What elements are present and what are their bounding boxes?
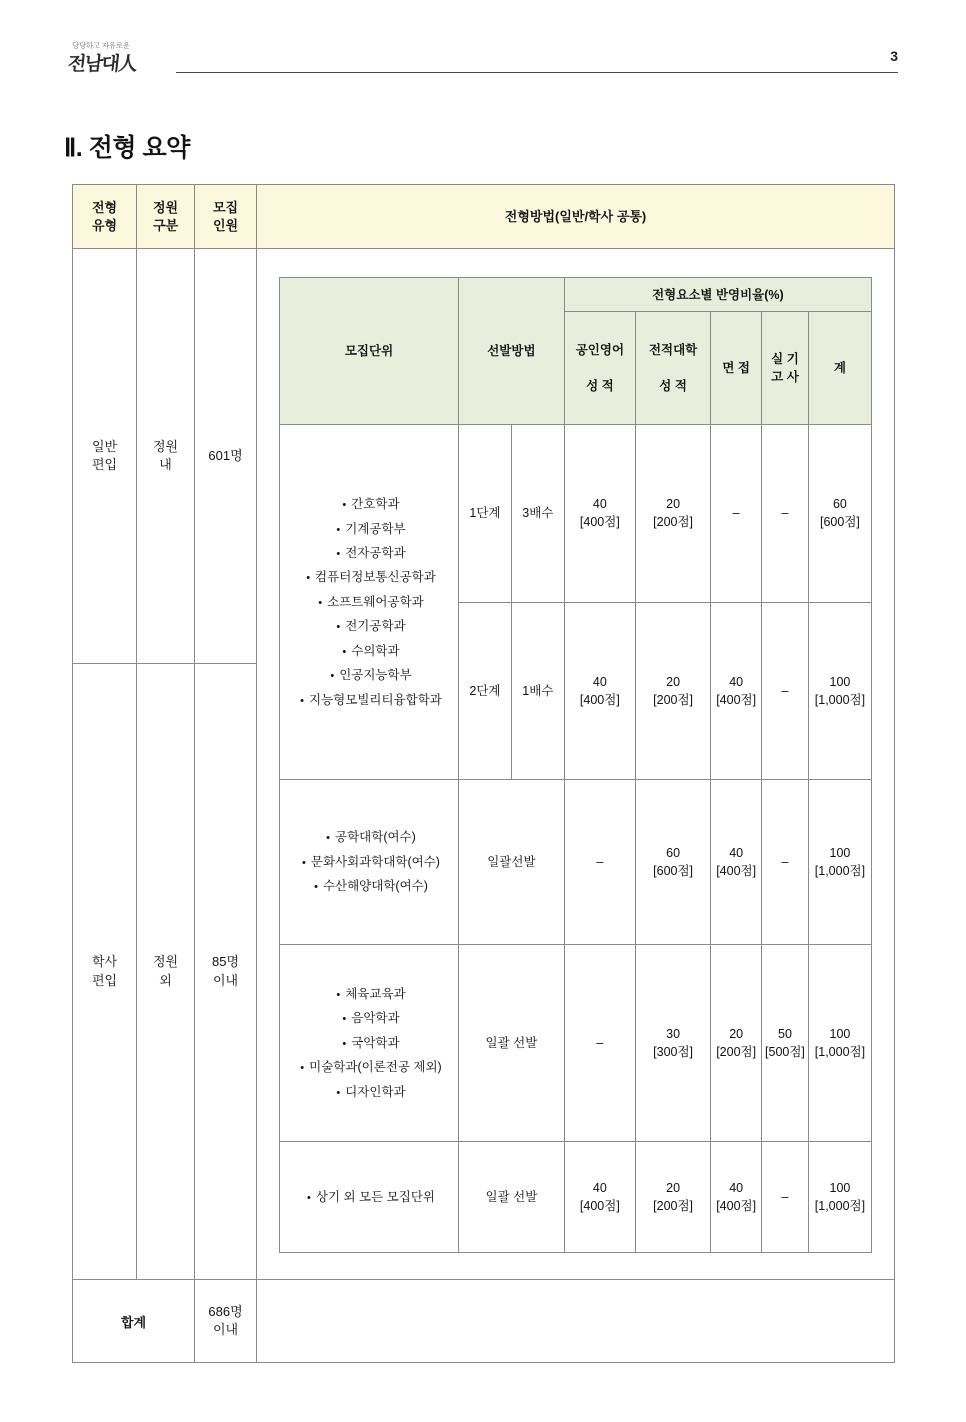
total-method-empty [257,1280,895,1363]
list-item: • 체육교육과 [294,982,448,1006]
score-points: [500점] [765,1045,805,1060]
table-row-total [73,1280,895,1363]
score-interview-g1s2 [711,602,762,780]
quota-bachelor-line1: 정원 [152,954,179,970]
score-value: 100 [829,1026,851,1041]
score-value: 20 [729,1026,744,1041]
select-method-g4: 일괄 선발 [459,1142,565,1253]
score-interview-g2 [711,780,762,945]
score-value: 50 [778,1026,792,1041]
count-bachelor-line1: 85명 [211,954,240,970]
header-quota-line2: 구분 [152,217,179,233]
list-item: • 간호학과 [294,492,448,516]
inner-header-ratio-group: 전형요소별 반영비율(%) [564,278,871,312]
score-points: [200점] [653,1199,694,1214]
score-points: [400점] [579,515,620,530]
list-item: • 디자인학과 [294,1080,448,1104]
score-value: 100 [829,845,851,860]
score-points: [1,000점] [814,864,866,879]
score-value: 100 [829,1180,851,1195]
inner-header-english [564,312,635,425]
score-value: 100 [829,674,851,689]
score-points: [1,000점] [814,692,866,707]
header-quota-line1: 정원 [152,200,179,215]
score-value: 60 [832,497,847,512]
score-english-g4 [564,1142,635,1253]
unit-list-group-2 [280,780,459,945]
score-points: [1,000점] [814,1045,866,1060]
score-value: 40 [729,1180,744,1195]
score-sum-g3 [808,945,871,1142]
outer-table-header-row [73,185,895,249]
admission-summary-table [72,184,894,1363]
university-logo [68,40,178,76]
score-practical-g4: – [762,1142,809,1253]
quota-bachelor-line2: 외 [159,972,172,988]
list-item: • 수의학과 [294,639,448,663]
score-value: 20 [666,674,681,689]
method-detail-table [257,249,894,1279]
page-number: 3 [890,48,898,64]
table-row [280,425,872,603]
table-row [280,945,872,1142]
stage-multiple-1: 3배수 [511,425,564,603]
cell-count-bachelor [195,664,257,1280]
list-item: • 전기공학과 [294,614,448,638]
score-points: [400점] [716,1199,757,1214]
stage-multiple-2: 1배수 [511,602,564,780]
score-english-g3: – [564,945,635,1142]
table-row [280,780,872,945]
cell-type-general [73,249,137,664]
cell-quota-general [137,249,195,664]
stage-label-2: 2단계 [459,602,512,780]
quota-general-line1: 정원 [152,438,179,454]
score-prev-g2 [635,780,710,945]
cell-count-general: 601명 [195,249,257,664]
list-item: • 미술학과(이론전공 제외) [294,1055,448,1079]
list-item: • 음악학과 [294,1006,448,1030]
header-cell-method: 전형방법(일반/학사 공통) [257,185,895,249]
unit-list-group-3 [280,945,459,1142]
logo-tagline: 당당하고 자유로운 [72,41,130,50]
select-method-g3: 일괄 선발 [459,945,565,1142]
cell-type-bachelor [73,664,137,1280]
table-row [280,1142,872,1253]
cell-method-content [257,249,895,1280]
score-practical-g2: – [762,780,809,945]
list-item: • 기계공학부 [294,517,448,541]
logo-wordmark: 전남대人 [66,53,138,75]
score-points: [400점] [716,692,757,707]
inner-header-practical-line2: 고 사 [771,370,799,385]
header-count-line1: 모집 [212,200,239,215]
score-value: 40 [592,497,607,512]
total-count [195,1280,257,1363]
score-points: [200점] [716,1045,757,1060]
select-method-g2: 일괄선발 [459,780,565,945]
list-item: • 문화사회과학대학(여수) [294,850,448,874]
header-type-line2: 유형 [91,217,118,233]
score-sum-g1s1 [808,425,871,603]
score-english-g1s1 [564,425,635,603]
list-item: • 공학대학(여수) [294,825,448,849]
page-header [68,40,898,86]
list-item: • 소프트웨어공학과 [294,590,448,614]
score-points: [600점] [653,864,694,879]
score-prev-g4 [635,1142,710,1253]
score-english-g1s2 [564,602,635,780]
type-general-line1: 일반 [91,438,118,454]
score-points: [300점] [653,1045,694,1060]
cell-quota-bachelor [137,664,195,1280]
type-general-line2: 편입 [91,457,118,473]
inner-header-select-method: 선발방법 [459,278,565,425]
score-value: 40 [729,845,744,860]
score-value: 20 [666,1180,681,1195]
score-sum-g1s2 [808,602,871,780]
score-points: [400점] [579,1199,620,1214]
inner-header-prev-line1: 전적대학 [648,342,698,357]
unit-list-group-1 [280,425,459,780]
score-points: [200점] [653,515,694,530]
inner-header-english-line2: 성 적 [586,379,614,394]
score-interview-g4 [711,1142,762,1253]
inner-header-prev-line2: 성 적 [659,379,687,394]
score-prev-g1s1 [635,425,710,603]
list-item: • 지능형모빌리티융합학과 [294,688,448,712]
type-bachelor-line2: 편입 [91,972,118,988]
inner-header-prev-univ [635,312,710,425]
list-item: • 국악학과 [294,1031,448,1055]
header-divider [176,72,898,73]
score-sum-g2 [808,780,871,945]
header-cell-quota [137,185,195,249]
score-value: 60 [666,845,681,860]
inner-header-practical-line1: 실 기 [771,351,799,366]
score-interview-g1s1: – [711,425,762,603]
inner-header-sum: 계 [808,312,871,425]
score-practical-g1s2: – [762,602,809,780]
score-prev-g3 [635,945,710,1142]
score-practical-g3 [762,945,809,1142]
unit-list-group-4 [280,1142,459,1253]
score-points: [1,000점] [814,1199,866,1214]
score-points: [400점] [716,864,757,879]
header-cell-count [195,185,257,249]
inner-header-english-line1: 공인영어 [575,342,625,357]
score-value: 20 [666,497,681,512]
list-item: • 컴퓨터정보통신공학과 [294,565,448,589]
page-title: Ⅱ. 전형 요약 [64,134,190,162]
score-points: [400점] [579,692,620,707]
score-sum-g4 [808,1142,871,1253]
type-bachelor-line1: 학사 [91,954,118,970]
score-english-g2: – [564,780,635,945]
score-value: 30 [666,1026,681,1041]
score-practical-g1s1: – [762,425,809,603]
score-value: 40 [729,674,744,689]
score-points: [600점] [819,515,860,530]
header-cell-type [73,185,137,249]
list-item: • 수산해양대학(여수) [294,874,448,898]
stage-label-1: 1단계 [459,425,512,603]
score-points: [200점] [653,692,694,707]
inner-header-unit: 모집단위 [280,278,459,425]
score-interview-g3 [711,945,762,1142]
inner-header-group-row [280,278,872,312]
header-count-line2: 인원 [212,217,239,233]
table-row-general [73,249,895,664]
score-prev-g1s2 [635,602,710,780]
score-value: 40 [592,1180,607,1195]
total-label: 합계 [73,1280,195,1363]
header-type-line1: 전형 [91,200,118,215]
list-item: • 전자공학과 [294,541,448,565]
count-bachelor-line2: 이내 [212,972,239,988]
score-value: 40 [592,674,607,689]
inner-header-practical [762,312,809,425]
list-item: • 상기 외 모든 모집단위 [294,1185,448,1209]
quota-general-line2: 내 [159,457,172,473]
total-count-line1: 686명 [208,1303,243,1319]
inner-header-interview: 면 접 [711,312,762,425]
list-item: • 인공지능학부 [294,663,448,687]
total-count-line2: 이내 [212,1322,239,1338]
